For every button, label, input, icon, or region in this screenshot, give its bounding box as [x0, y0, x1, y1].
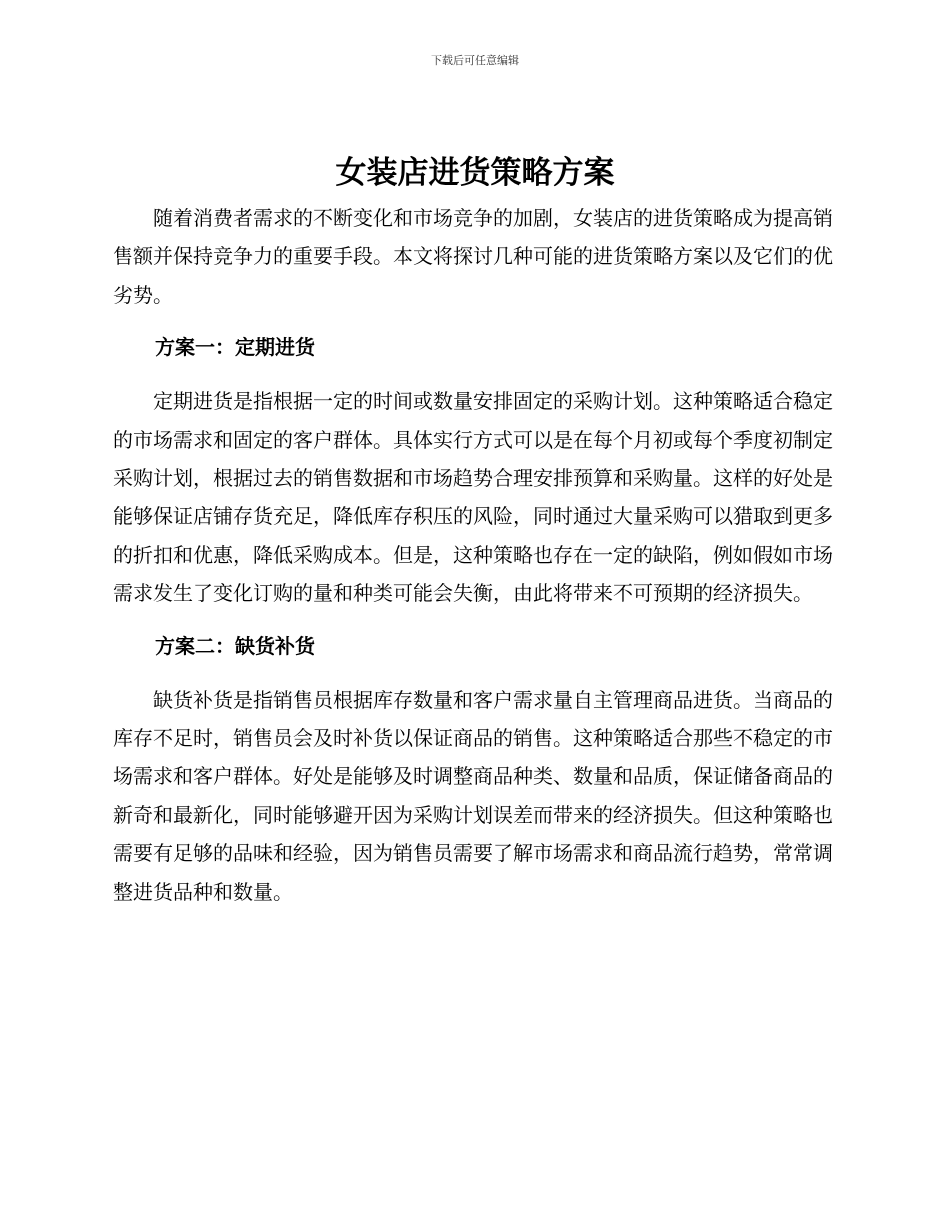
section-heading-1: 方案一：定期进货: [155, 335, 315, 360]
section-body-1: 定期进货是指根据一定的时间或数量安排固定的采购计划。这种策略适合稳定的市场需求和固定的客户群体。具体实行方式可以是在每个月初或每个季度初制定采购计划，根据过去的销售数据和市场趋势合理安排预算和采购量。这样的好处是能够保证店铺存货充足，降低库存积压的风险，同时通过大量采购可以猎取到更多的折扣和优惠，降低采购成本。但是，这种策略也存在一定的缺陷，例如假如市场需求发生了变化订购的量和种类可能会失衡，由此将带来不可预期的经济损失。: [113, 389, 833, 606]
document-title: 女装店进货策略方案: [335, 155, 615, 191]
spacer: [113, 665, 833, 681]
section-body-2: 缺货补货是指销售员根据库存数量和客户需求量自主管理商品进货。当商品的库存不足时，销售员会及时补货以保证商品的销售。这种策略适合那些不稳定的市场需求和客户群体。好处是能够及时调整商品种类、数量和品质，保证储备商品的新奇和最新化，同时能够避开因为采购计划误差而带来的经济损失。但这种策略也需要有足够的品味和经验，因为销售员需要了解市场需求和商品流行趋势，常常调整进货品种和数量。: [113, 687, 833, 904]
spacer: [113, 613, 833, 627]
spacer: [113, 314, 833, 328]
section-heading-2: 方案二：缺货补货: [155, 633, 315, 658]
spacer: [113, 366, 833, 382]
intro-paragraph: 随着消费者需求的不断变化和市场竞争的加剧，女装店的进货策略成为提高销售额并保持竞争力的重要手段。本文将探讨几种可能的进货策略方案以及它们的优劣势。: [113, 206, 833, 307]
page-header: 下载后可任意编辑: [431, 54, 519, 67]
document-body: [113, 199, 833, 911]
